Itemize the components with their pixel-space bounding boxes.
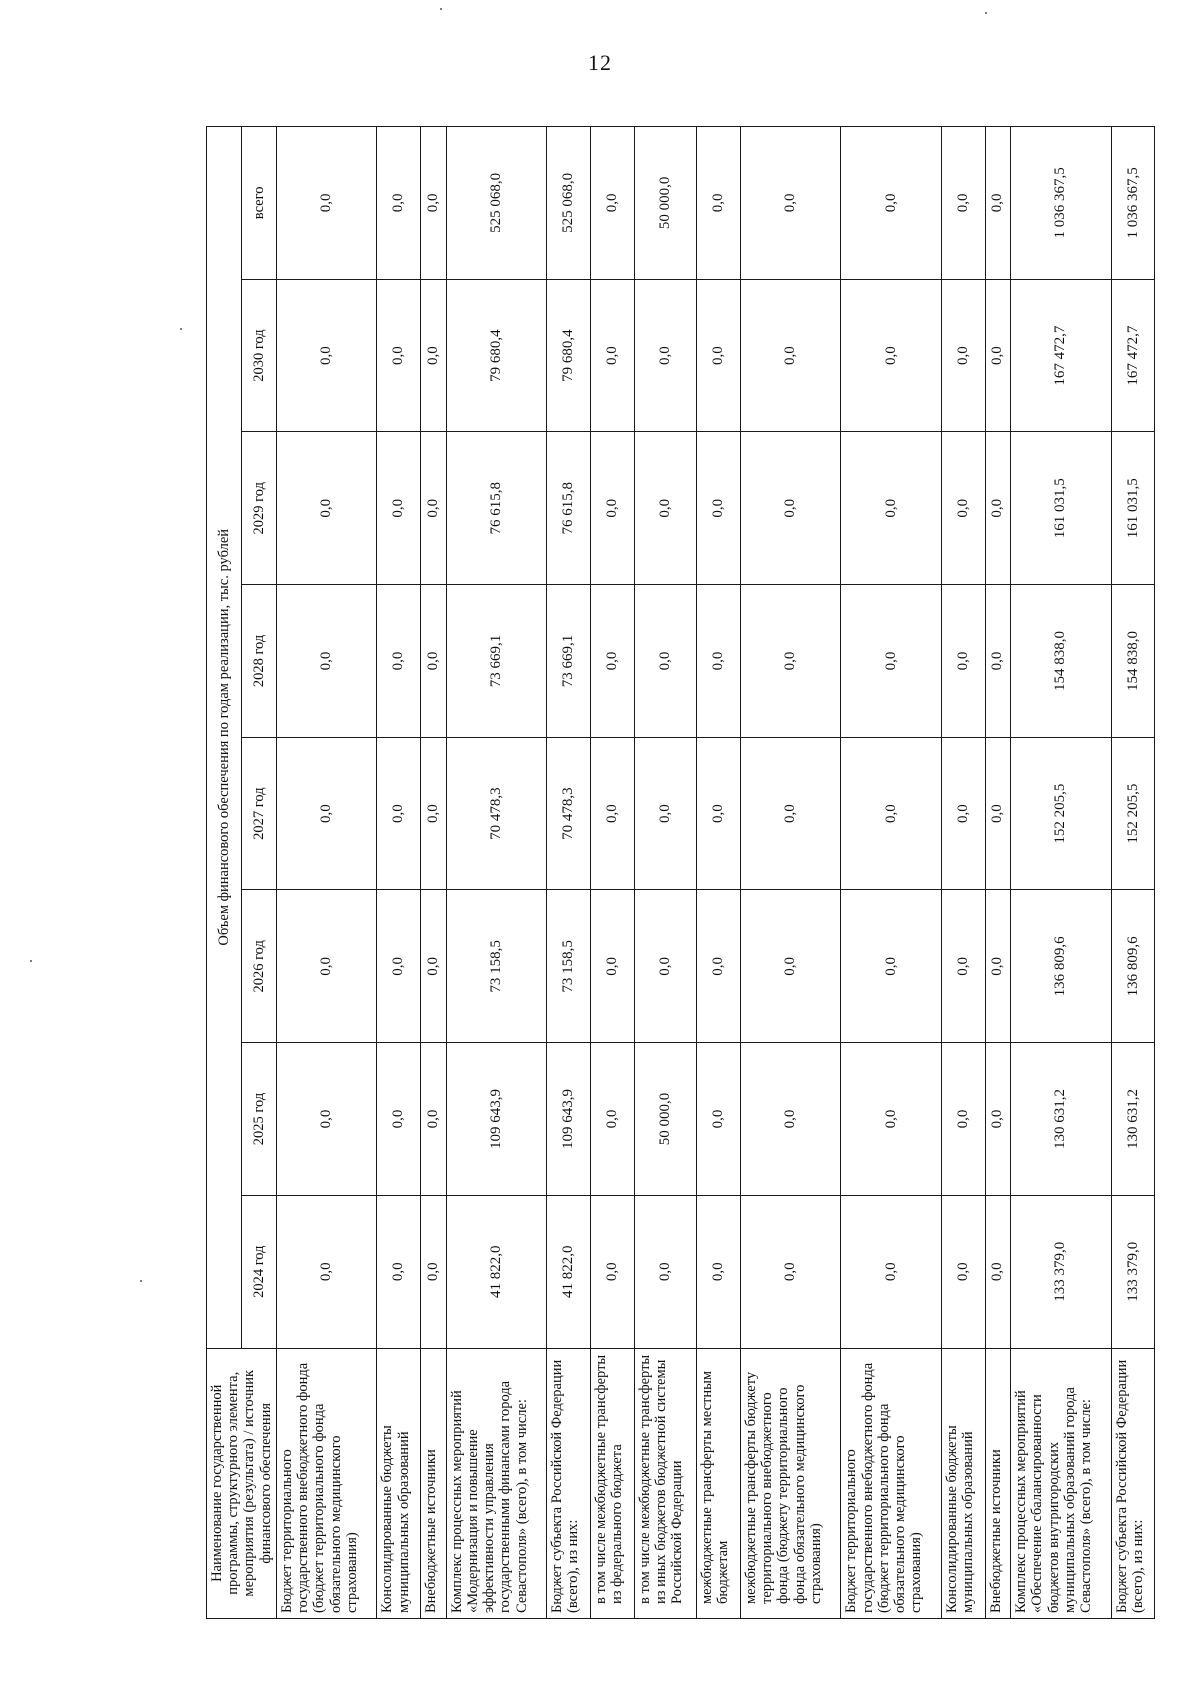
row-value: 109 643,9 bbox=[547, 1043, 591, 1196]
row-value: 152 205,5 bbox=[1111, 737, 1155, 890]
row-value: 0,0 bbox=[421, 127, 446, 280]
row-name: Внебюджетные источники bbox=[985, 1348, 1010, 1618]
row-value: 0,0 bbox=[377, 1195, 421, 1348]
header-year-3: 2027 год bbox=[241, 737, 276, 890]
row-value: 0,0 bbox=[941, 1195, 985, 1348]
row-value: 70 478,3 bbox=[547, 737, 591, 890]
row-value: 0,0 bbox=[276, 585, 377, 738]
row-value: 0,0 bbox=[634, 1195, 697, 1348]
row-value: 0,0 bbox=[697, 585, 741, 738]
row-value: 50 000,0 bbox=[634, 1043, 697, 1196]
row-value: 0,0 bbox=[634, 890, 697, 1043]
row-value: 0,0 bbox=[697, 1043, 741, 1196]
row-value: 152 205,5 bbox=[1011, 737, 1112, 890]
row-value: 0,0 bbox=[985, 1043, 1010, 1196]
row-value: 0,0 bbox=[697, 1195, 741, 1348]
row-value: 0,0 bbox=[377, 1043, 421, 1196]
row-value: 0,0 bbox=[590, 737, 634, 890]
row-value: 0,0 bbox=[941, 432, 985, 585]
row-value: 0,0 bbox=[740, 1195, 841, 1348]
table-row bbox=[841, 127, 942, 1619]
header-year-4: 2028 год bbox=[241, 585, 276, 738]
row-value: 73 669,1 bbox=[547, 585, 591, 738]
row-name: Внебюджетные источники bbox=[421, 1348, 446, 1618]
row-value: 0,0 bbox=[421, 737, 446, 890]
row-value: 1 036 367,5 bbox=[1011, 127, 1112, 280]
row-value: 0,0 bbox=[634, 585, 697, 738]
row-value: 0,0 bbox=[377, 890, 421, 1043]
table-row bbox=[421, 127, 446, 1619]
row-name: Бюджет территориального государственного внебюджетного фонда (бюджет территориального фонда обязательного медицинского страхования) bbox=[841, 1348, 942, 1618]
header-year-7: всего bbox=[241, 127, 276, 280]
row-value: 0,0 bbox=[421, 1195, 446, 1348]
row-value: 161 031,5 bbox=[1111, 432, 1155, 585]
row-value: 0,0 bbox=[740, 127, 841, 280]
table-row bbox=[1011, 127, 1112, 1619]
row-value: 0,0 bbox=[276, 432, 377, 585]
row-name: Бюджет субъекта Российской Федерации (всего), из них: bbox=[547, 1348, 591, 1618]
row-value: 0,0 bbox=[841, 1195, 942, 1348]
row-value: 0,0 bbox=[841, 432, 942, 585]
row-value: 525 068,0 bbox=[547, 127, 591, 280]
row-value: 0,0 bbox=[590, 279, 634, 432]
row-value: 0,0 bbox=[590, 432, 634, 585]
row-value: 0,0 bbox=[841, 1043, 942, 1196]
row-value: 0,0 bbox=[421, 890, 446, 1043]
header-year-5: 2029 год bbox=[241, 432, 276, 585]
row-value: 0,0 bbox=[377, 737, 421, 890]
row-value: 109 643,9 bbox=[446, 1043, 547, 1196]
header-year-2: 2026 год bbox=[241, 890, 276, 1043]
row-value: 0,0 bbox=[841, 890, 942, 1043]
row-value: 0,0 bbox=[276, 127, 377, 280]
row-value: 130 631,2 bbox=[1011, 1043, 1112, 1196]
row-value: 76 615,8 bbox=[547, 432, 591, 585]
scan-speck bbox=[180, 328, 182, 330]
row-value: 0,0 bbox=[421, 585, 446, 738]
row-value: 0,0 bbox=[841, 737, 942, 890]
row-value: 50 000,0 bbox=[634, 127, 697, 280]
row-value: 0,0 bbox=[276, 1195, 377, 1348]
scan-speck bbox=[30, 960, 32, 962]
row-value: 0,0 bbox=[985, 432, 1010, 585]
row-value: 79 680,4 bbox=[446, 279, 547, 432]
row-value: 0,0 bbox=[740, 890, 841, 1043]
row-name: Бюджет территориального государственного внебюджетного фонда (бюджет территориального фонда обязательного медицинского страхования) bbox=[276, 1348, 377, 1618]
row-value: 161 031,5 bbox=[1011, 432, 1112, 585]
row-value: 0,0 bbox=[740, 279, 841, 432]
header-year-0: 2024 год bbox=[241, 1195, 276, 1348]
header-year-1: 2025 год bbox=[241, 1043, 276, 1196]
row-value: 0,0 bbox=[740, 1043, 841, 1196]
row-value: 0,0 bbox=[276, 1043, 377, 1196]
table-row bbox=[377, 127, 421, 1619]
row-value: 167 472,7 bbox=[1011, 279, 1112, 432]
row-name: Комплекс процессных мероприятий «Обеспечение сбалансированности бюджетов внутригородских муниципальных образований города Севастополя» (всего), в том числе: bbox=[1011, 1348, 1112, 1618]
header-name-col: Наименование государственной программы, структурного элемента, мероприятия (результата) / источник финансового обеспечения bbox=[207, 1348, 277, 1618]
row-value: 79 680,4 bbox=[547, 279, 591, 432]
row-value: 0,0 bbox=[590, 1043, 634, 1196]
row-value: 0,0 bbox=[421, 432, 446, 585]
row-value: 76 615,8 bbox=[446, 432, 547, 585]
row-value: 0,0 bbox=[841, 127, 942, 280]
row-value: 525 068,0 bbox=[446, 127, 547, 280]
row-value: 73 158,5 bbox=[547, 890, 591, 1043]
row-value: 133 379,0 bbox=[1011, 1195, 1112, 1348]
row-value: 154 838,0 bbox=[1111, 585, 1155, 738]
row-value: 0,0 bbox=[421, 1043, 446, 1196]
table-row bbox=[547, 127, 591, 1619]
row-value: 73 158,5 bbox=[446, 890, 547, 1043]
row-name: межбюджетные трансферты бюджету территориального внебюджетного фонда (бюджету территориального фонда обязательного медицинского страхования) bbox=[740, 1348, 841, 1618]
row-value: 0,0 bbox=[276, 737, 377, 890]
row-value: 0,0 bbox=[697, 432, 741, 585]
row-value: 1 036 367,5 bbox=[1111, 127, 1155, 280]
row-value: 0,0 bbox=[941, 1043, 985, 1196]
row-value: 0,0 bbox=[740, 432, 841, 585]
row-value: 136 809,6 bbox=[1011, 890, 1112, 1043]
row-value: 0,0 bbox=[740, 737, 841, 890]
row-name: межбюджетные трансферты местным бюджетам bbox=[697, 1348, 741, 1618]
row-value: 41 822,0 bbox=[547, 1195, 591, 1348]
row-value: 0,0 bbox=[941, 737, 985, 890]
row-value: 0,0 bbox=[697, 737, 741, 890]
rotated-table-container bbox=[206, 126, 1146, 1619]
row-value: 0,0 bbox=[697, 279, 741, 432]
row-name: Комплекс процессных мероприятий «Модернизация и повышение эффективности управления государственными финансами города Севастополя» (всего), в том числе: bbox=[446, 1348, 547, 1618]
row-value: 0,0 bbox=[377, 279, 421, 432]
row-value: 0,0 bbox=[985, 279, 1010, 432]
row-value: 0,0 bbox=[841, 279, 942, 432]
row-value: 0,0 bbox=[634, 737, 697, 890]
row-value: 0,0 bbox=[634, 279, 697, 432]
table-row bbox=[590, 127, 634, 1619]
row-value: 0,0 bbox=[377, 127, 421, 280]
row-value: 0,0 bbox=[590, 890, 634, 1043]
table-row bbox=[1111, 127, 1155, 1619]
row-value: 167 472,7 bbox=[1111, 279, 1155, 432]
scan-speck bbox=[985, 12, 987, 14]
row-name: Консолидированные бюджеты муниципальных образований bbox=[377, 1348, 421, 1618]
row-value: 130 631,2 bbox=[1111, 1043, 1155, 1196]
table-row bbox=[446, 127, 547, 1619]
row-value: 0,0 bbox=[985, 890, 1010, 1043]
row-name: Бюджет субъекта Российской Федерации (всего), из них: bbox=[1111, 1348, 1155, 1618]
row-value: 0,0 bbox=[841, 585, 942, 738]
row-value: 0,0 bbox=[941, 890, 985, 1043]
row-name: в том числе межбюджетные трансферты из иных бюджетов бюджетной системы Российской Федерации bbox=[634, 1348, 697, 1618]
row-value: 136 809,6 bbox=[1111, 890, 1155, 1043]
scan-speck bbox=[440, 8, 442, 10]
row-value: 0,0 bbox=[941, 585, 985, 738]
row-value: 0,0 bbox=[941, 127, 985, 280]
row-value: 73 669,1 bbox=[446, 585, 547, 738]
row-value: 0,0 bbox=[276, 279, 377, 432]
row-value: 41 822,0 bbox=[446, 1195, 547, 1348]
row-value: 0,0 bbox=[985, 737, 1010, 890]
header-year-6: 2030 год bbox=[241, 279, 276, 432]
row-value: 0,0 bbox=[590, 127, 634, 280]
row-name: в том числе межбюджетные трансферты из федерального бюджета bbox=[590, 1348, 634, 1618]
row-value: 0,0 bbox=[697, 890, 741, 1043]
row-value: 0,0 bbox=[985, 127, 1010, 280]
table-row bbox=[276, 127, 377, 1619]
header-row bbox=[207, 127, 242, 1619]
row-value: 154 838,0 bbox=[1011, 585, 1112, 738]
financing-table bbox=[206, 126, 1155, 1619]
row-value: 0,0 bbox=[276, 890, 377, 1043]
header-volume-caption: Объем финансового обеспечения по годам реализации, тыс. рублей bbox=[207, 127, 242, 1349]
table-row bbox=[697, 127, 741, 1619]
page-number: 12 bbox=[588, 50, 612, 75]
row-value: 133 379,0 bbox=[1111, 1195, 1155, 1348]
row-value: 0,0 bbox=[941, 279, 985, 432]
table-row bbox=[634, 127, 697, 1619]
table-row bbox=[740, 127, 841, 1619]
table-row bbox=[985, 127, 1010, 1619]
table-row bbox=[941, 127, 985, 1619]
row-value: 0,0 bbox=[421, 279, 446, 432]
row-value: 0,0 bbox=[985, 1195, 1010, 1348]
row-value: 0,0 bbox=[590, 585, 634, 738]
row-value: 0,0 bbox=[377, 585, 421, 738]
scan-speck bbox=[140, 1280, 142, 1282]
row-value: 0,0 bbox=[985, 585, 1010, 738]
row-value: 0,0 bbox=[740, 585, 841, 738]
row-value: 0,0 bbox=[377, 432, 421, 585]
row-name: Консолидированные бюджеты муниципальных образований bbox=[941, 1348, 985, 1618]
row-value: 0,0 bbox=[697, 127, 741, 280]
row-value: 0,0 bbox=[634, 432, 697, 585]
row-value: 70 478,3 bbox=[446, 737, 547, 890]
row-value: 0,0 bbox=[590, 1195, 634, 1348]
